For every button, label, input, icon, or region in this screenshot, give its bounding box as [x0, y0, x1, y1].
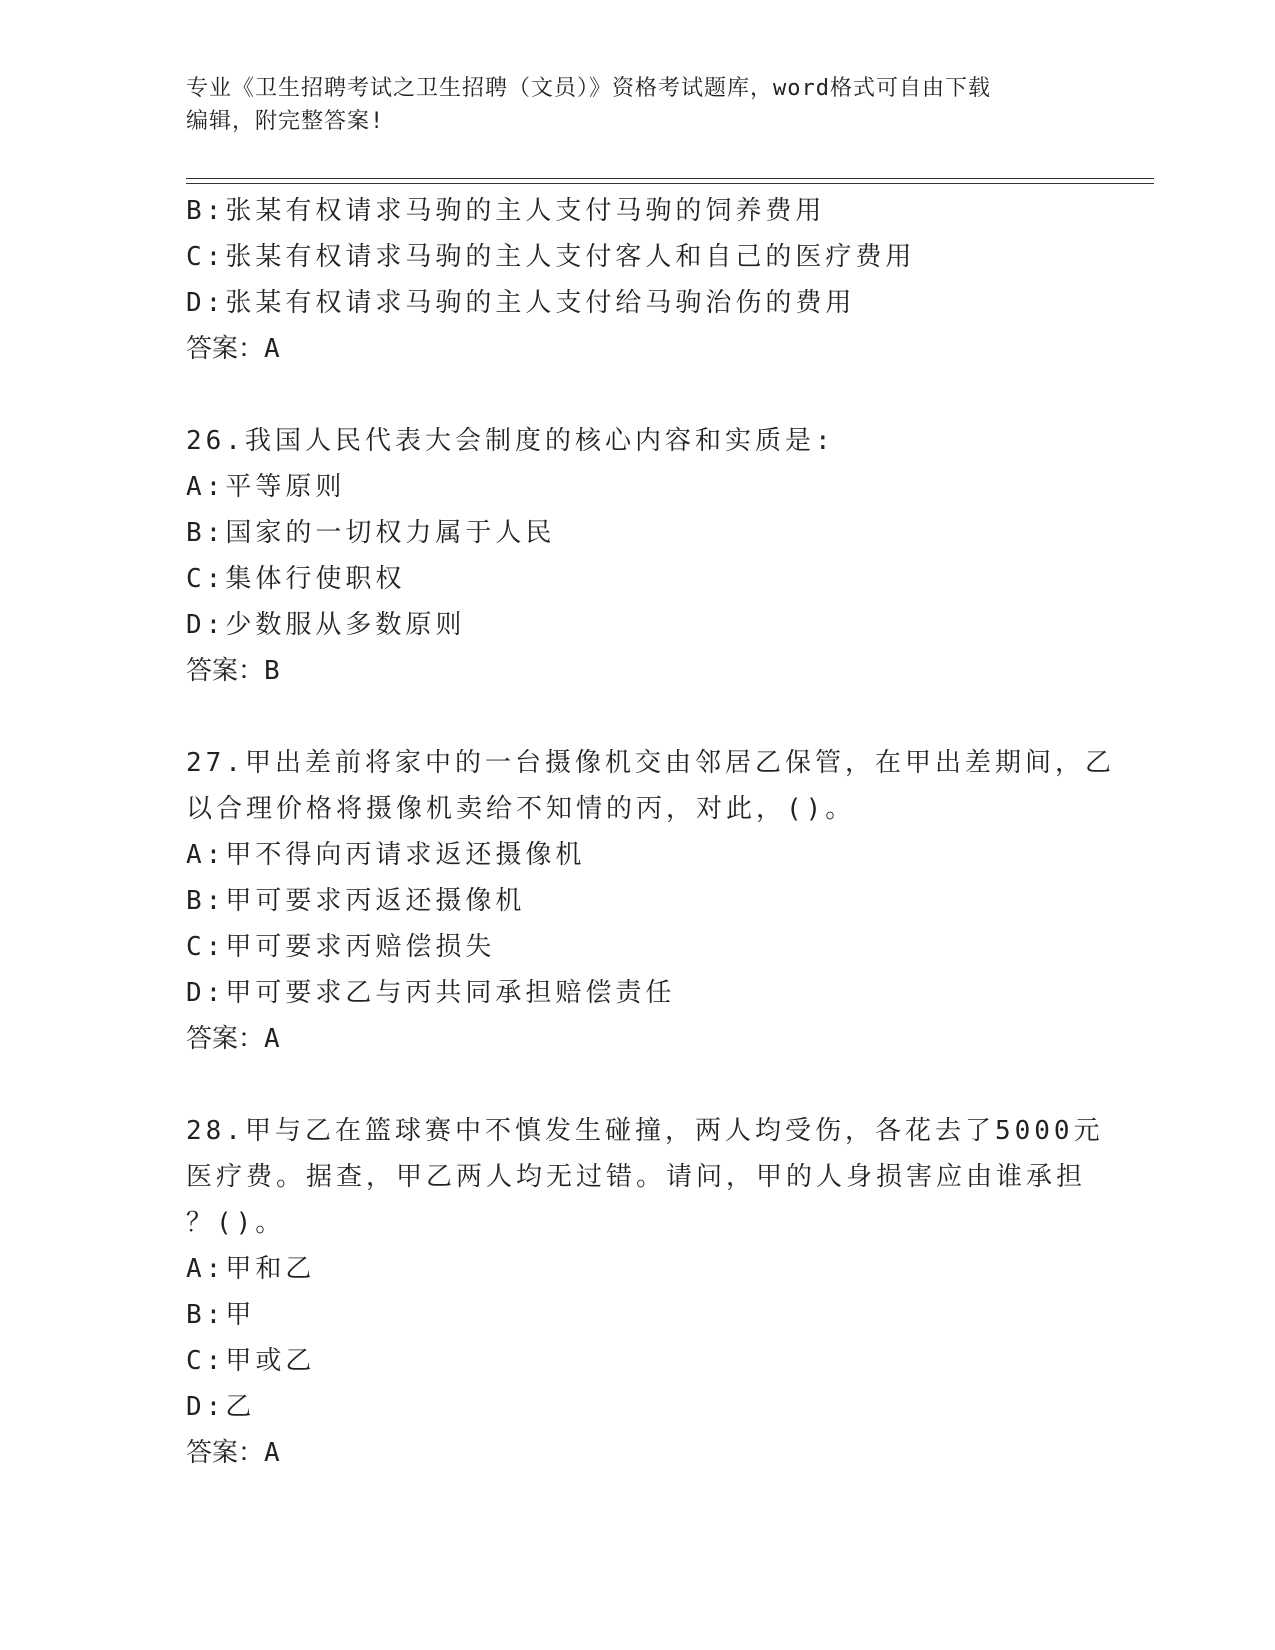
option-text: 集体行使职权 — [225, 564, 406, 594]
question-content — [186, 188, 1115, 1476]
option-d — [186, 602, 1086, 648]
option-b — [186, 1292, 1086, 1338]
option-a — [186, 464, 1086, 510]
option-letter: B: — [186, 886, 226, 916]
option-b — [186, 188, 1086, 234]
option-letter: C: — [186, 564, 226, 594]
option-d — [186, 280, 1086, 326]
option-text: 国家的一切权力属于人民 — [225, 518, 556, 548]
option-letter: D: — [186, 288, 226, 318]
option-letter: B: — [186, 1300, 226, 1330]
option-text: 乙 — [225, 1392, 256, 1422]
option-letter: D: — [186, 978, 226, 1008]
spacer — [186, 1062, 1086, 1108]
option-text: 甲可要求丙赔偿损失 — [225, 932, 496, 962]
option-letter: A: — [186, 1254, 226, 1284]
spacer — [186, 694, 1086, 740]
option-text: 张某有权请求马驹的主人支付马驹的饲养费用 — [225, 196, 826, 226]
option-b — [186, 878, 1086, 924]
option-text: 甲 — [225, 1300, 256, 1330]
question-stem: 26.我国人民代表大会制度的核心内容和实质是: — [186, 426, 835, 456]
document-header — [186, 72, 1086, 138]
option-letter: B: — [186, 196, 226, 226]
question-stem: ？()。 — [186, 1208, 286, 1238]
option-text: 甲可要求乙与丙共同承担赔偿责任 — [225, 978, 676, 1008]
option-text: 甲不得向丙请求返还摄像机 — [225, 840, 586, 870]
option-text: 张某有权请求马驹的主人支付给马驹治伤的费用 — [225, 288, 856, 318]
answer-line: 答案：A — [186, 1438, 280, 1468]
question-block-26 — [186, 418, 1086, 694]
header-rule-bottom — [186, 183, 1154, 184]
option-letter: A: — [186, 840, 226, 870]
spacer — [186, 372, 1086, 418]
option-letter: C: — [186, 932, 226, 962]
answer-line: 答案：A — [186, 334, 280, 364]
prev-question-block — [186, 188, 1086, 372]
answer-line: 答案：A — [186, 1024, 280, 1054]
option-c — [186, 234, 1086, 280]
option-text: 张某有权请求马驹的主人支付客人和自己的医疗费用 — [225, 242, 916, 272]
option-text: 甲或乙 — [225, 1346, 316, 1376]
question-block-27 — [186, 740, 1115, 1062]
option-letter: B: — [186, 518, 226, 548]
option-text: 甲可要求丙返还摄像机 — [225, 886, 526, 916]
option-letter: C: — [186, 1346, 226, 1376]
option-text: 平等原则 — [225, 472, 346, 502]
option-d — [186, 1384, 1086, 1430]
option-letter: C: — [186, 242, 226, 272]
question-stem: 27.甲出差前将家中的一台摄像机交由邻居乙保管，在甲出差期间，乙 — [186, 748, 1115, 778]
question-stem: 以合理价格将摄像机卖给不知情的丙，对此，()。 — [186, 794, 856, 824]
header-line-2: 编辑，附完整答案! — [186, 109, 385, 134]
header-rule-top — [186, 178, 1154, 179]
option-a — [186, 1246, 1086, 1292]
option-letter: A: — [186, 472, 226, 502]
header-line-1: 专业《卫生招聘考试之卫生招聘（文员）》资格考试题库，word格式可自由下载 — [186, 76, 991, 101]
option-b — [186, 510, 1086, 556]
question-block-28 — [186, 1108, 1104, 1476]
option-a — [186, 832, 1086, 878]
option-text: 少数服从多数原则 — [225, 610, 466, 640]
option-c — [186, 556, 1086, 602]
question-stem: 医疗费。据查，甲乙两人均无过错。请问，甲的人身损害应由谁承担 — [186, 1162, 1087, 1192]
option-text: 甲和乙 — [225, 1254, 316, 1284]
option-d — [186, 970, 1086, 1016]
option-c — [186, 924, 1086, 970]
option-letter: D: — [186, 1392, 226, 1422]
question-stem: 28.甲与乙在篮球赛中不慎发生碰撞，两人均受伤，各花去了5000元 — [186, 1116, 1104, 1146]
option-letter: D: — [186, 610, 226, 640]
answer-line: 答案：B — [186, 656, 280, 686]
option-c — [186, 1338, 1086, 1384]
